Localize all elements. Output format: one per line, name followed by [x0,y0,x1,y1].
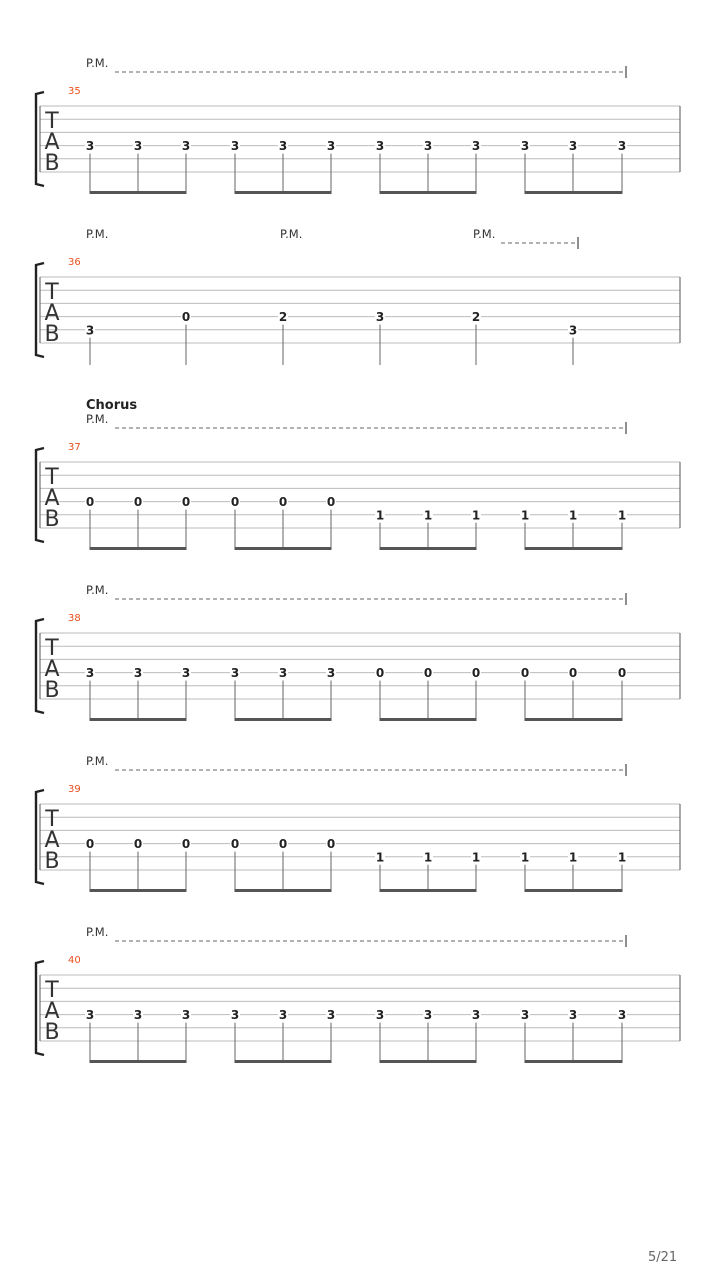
fret-number: 3 [181,666,191,681]
palm-mute-label: P.M. [473,227,496,241]
fret-number: 3 [326,139,336,154]
tab-clef-letter: B [44,151,60,176]
palm-mute-label: P.M. [86,583,109,597]
fret-number: 3 [278,139,288,154]
fret-number: 0 [85,495,95,510]
fret-number: 3 [230,139,240,154]
tab-clef-letter: T [45,807,59,832]
measure-number: 37 [68,442,81,453]
fret-number: 3 [423,139,433,154]
fret-number: 1 [617,850,627,865]
fret-number: 1 [471,850,481,865]
beam [380,547,477,550]
fret-number: 1 [617,508,627,523]
fret-number: 3 [230,666,240,681]
fret-number: 3 [133,666,143,681]
fret-number: 0 [471,666,481,681]
fret-number: 0 [133,495,143,510]
palm-mute-label: P.M. [86,412,109,426]
beam [90,718,187,721]
fret-number: 1 [568,508,578,523]
fret-number: 3 [568,1008,578,1023]
beam [90,547,187,550]
palm-mute-label: P.M. [86,56,109,70]
tab-clef-letter: B [44,849,60,874]
fret-number: 3 [181,139,191,154]
section-label: Chorus [86,398,138,413]
fret-number: 3 [85,139,95,154]
fret-number: 3 [520,1008,530,1023]
beam [235,191,332,194]
tab-clef-letter: B [44,1020,60,1045]
fret-number: 3 [375,1008,385,1023]
beam [525,191,623,194]
beam [380,718,477,721]
tab-clef-letter: A [44,999,60,1024]
fret-number: 0 [181,837,191,852]
palm-mute-label: P.M. [86,925,109,939]
measure-number: 39 [68,784,81,795]
fret-number: 3 [568,139,578,154]
tab-clef-letter: A [44,657,60,682]
beam [380,1060,477,1063]
fret-number: 3 [617,139,627,154]
fret-number: 2 [471,310,481,325]
fret-number: 0 [230,837,240,852]
beam [235,889,332,892]
fret-number: 1 [423,508,433,523]
fret-number: 3 [181,1008,191,1023]
fret-number: 1 [568,850,578,865]
fret-number: 0 [326,837,336,852]
tab-clef-letter: T [45,636,59,661]
tab-clef-letter: A [44,130,60,155]
palm-mute-label: P.M. [86,754,109,768]
fret-number: 3 [133,139,143,154]
beam [380,889,477,892]
beam [525,889,623,892]
tab-clef-letter: A [44,301,60,326]
measure-number: 40 [68,955,81,966]
tab-clef-letter: B [44,507,60,532]
beam [90,889,187,892]
tab-clef-letter: T [45,978,59,1003]
tab-clef-letter: B [44,322,60,347]
beam [380,191,477,194]
fret-number: 3 [230,1008,240,1023]
fret-number: 3 [471,139,481,154]
fret-number: 0 [181,310,191,325]
fret-number: 3 [568,323,578,338]
page-number: 5/21 [648,1250,678,1265]
fret-number: 3 [375,310,385,325]
fret-number: 3 [375,139,385,154]
fret-number: 0 [181,495,191,510]
palm-mute-label: P.M. [280,227,303,241]
fret-number: 0 [230,495,240,510]
beam [525,718,623,721]
tab-clef-letter: A [44,828,60,853]
fret-number: 0 [375,666,385,681]
beam [235,718,332,721]
beam [235,1060,332,1063]
fret-number: 0 [617,666,627,681]
fret-number: 1 [423,850,433,865]
beam [525,1060,623,1063]
palm-mute-label: P.M. [86,227,109,241]
fret-number: 1 [520,508,530,523]
tab-clef-letter: B [44,678,60,703]
fret-number: 0 [568,666,578,681]
fret-number: 2 [278,310,288,325]
fret-number: 0 [278,495,288,510]
fret-number: 1 [471,508,481,523]
fret-number: 3 [471,1008,481,1023]
beam [90,1060,187,1063]
fret-number: 0 [423,666,433,681]
fret-number: 0 [278,837,288,852]
tab-clef-letter: T [45,109,59,134]
fret-number: 3 [326,1008,336,1023]
fret-number: 3 [617,1008,627,1023]
fret-number: 0 [133,837,143,852]
measure-number: 36 [68,257,81,268]
fret-number: 3 [85,323,95,338]
fret-number: 3 [85,666,95,681]
fret-number: 1 [520,850,530,865]
fret-number: 1 [375,850,385,865]
fret-number: 3 [278,666,288,681]
fret-number: 1 [375,508,385,523]
fret-number: 3 [423,1008,433,1023]
measure-number: 38 [68,613,81,624]
beam [235,547,332,550]
fret-number: 3 [133,1008,143,1023]
measure-number: 35 [68,86,81,97]
fret-number: 3 [278,1008,288,1023]
fret-number: 0 [520,666,530,681]
fret-number: 0 [85,837,95,852]
tab-clef-letter: T [45,465,59,490]
fret-number: 3 [85,1008,95,1023]
beam [525,547,623,550]
fret-number: 3 [520,139,530,154]
fret-number: 0 [326,495,336,510]
tab-clef-letter: A [44,486,60,511]
fret-number: 3 [326,666,336,681]
tab-clef-letter: T [45,280,59,305]
beam [90,191,187,194]
